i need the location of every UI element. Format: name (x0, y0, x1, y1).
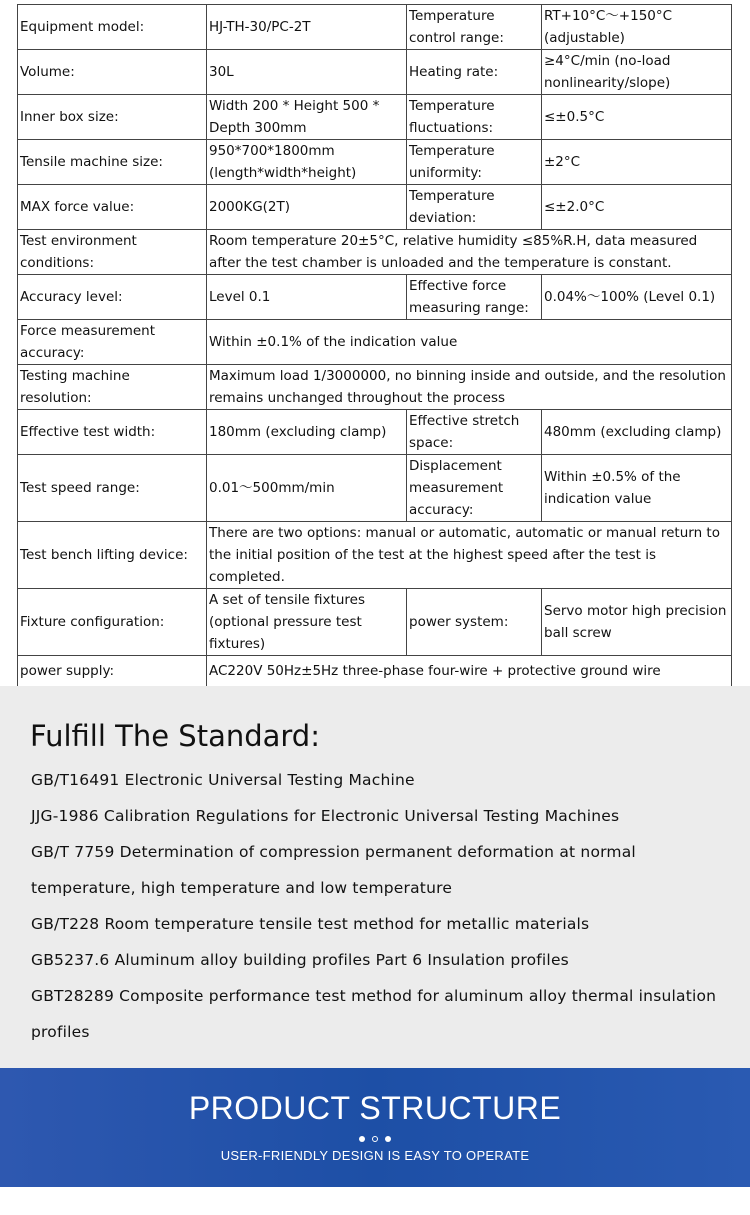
spec-row (18, 522, 732, 589)
standards-heading: Fulfill The Standard: (30, 719, 320, 753)
spec-row (18, 5, 732, 50)
spec-row (18, 589, 732, 656)
specifications-table (17, 4, 732, 687)
spec-value: Width 200 * Height 500 * Depth 300mm (207, 95, 407, 140)
spec-row (18, 320, 732, 365)
spec-label: power supply: (18, 656, 207, 687)
standard-item: JJG-1986 Calibration Regulations for Electronic Universal Testing Machines (31, 807, 620, 825)
spec-row (18, 95, 732, 140)
standard-item: GB/T16491 Electronic Universal Testing Machine (31, 771, 415, 789)
product-structure-banner (0, 1068, 750, 1187)
spec-value: ≤±2.0°C (542, 185, 732, 230)
spec-value: 950*700*1800mm (length*width*height) (207, 140, 407, 185)
spec-row (18, 365, 732, 410)
dot-filled-icon (359, 1136, 365, 1142)
banner-title: PRODUCT STRUCTURE (188, 1090, 562, 1126)
banner-dots (355, 1134, 395, 1144)
spec-value: 480mm (excluding clamp) (542, 410, 732, 455)
spec-label: power system: (407, 589, 542, 656)
spec-value: ≤±0.5°C (542, 95, 732, 140)
spec-label: Inner box size: (18, 95, 207, 140)
spec-label: Fixture configuration: (18, 589, 207, 656)
spec-row (18, 185, 732, 230)
spec-value: 0.01～500mm/min (207, 455, 407, 522)
spec-label: Test bench lifting device: (18, 522, 207, 589)
spec-row (18, 455, 732, 522)
standards-section (0, 686, 750, 1068)
spec-value: A set of tensile fixtures (optional pressure test fixtures) (207, 589, 407, 656)
standards-list (31, 762, 736, 1050)
spec-label: MAX force value: (18, 185, 207, 230)
spec-value: RT+10°C～+150°C (adjustable) (542, 5, 732, 50)
spec-label: Tensile machine size: (18, 140, 207, 185)
spec-label: Force measurement accuracy: (18, 320, 207, 365)
spec-label: Effective stretch space: (407, 410, 542, 455)
dot-hollow-icon (372, 1136, 378, 1142)
spec-row (18, 50, 732, 95)
spec-label: Temperature fluctuations: (407, 95, 542, 140)
spec-value: 0.04%～100% (Level 0.1) (542, 275, 732, 320)
spec-row (18, 230, 732, 275)
spec-value: 2000KG(2T) (207, 185, 407, 230)
spec-value: 30L (207, 50, 407, 95)
spec-label: Equipment model: (18, 5, 207, 50)
spec-value-wide: Room temperature 20±5°C, relative humidity ≤85%R.H, data measured after the test chamber is unloaded and the temperature is constant. (207, 230, 732, 275)
spec-value: ±2°C (542, 140, 732, 185)
standard-item: GB/T228 Room temperature tensile test method for metallic materials (31, 915, 590, 933)
spec-row (18, 656, 732, 687)
spec-value: 180mm (excluding clamp) (207, 410, 407, 455)
standard-item: GB/T 7759 Determination of compression permanent deformation at normal temperature, high temperature and low temperature (31, 843, 636, 897)
spec-label: Effective test width: (18, 410, 207, 455)
spec-value-wide: AC220V 50Hz±5Hz three-phase four-wire + protective ground wire (207, 656, 732, 687)
standard-item: GB5237.6 Aluminum alloy building profiles Part 6 Insulation profiles (31, 951, 569, 969)
spec-value: HJ-TH-30/PC-2T (207, 5, 407, 50)
spec-value: Level 0.1 (207, 275, 407, 320)
spec-label: Temperature uniformity: (407, 140, 542, 185)
spec-row (18, 140, 732, 185)
spec-label: Testing machine resolution: (18, 365, 207, 410)
spec-label: Temperature deviation: (407, 185, 542, 230)
spec-value: Within ±0.5% of the indication value (542, 455, 732, 522)
spec-label: Volume: (18, 50, 207, 95)
spec-value-wide: Maximum load 1/3000000, no binning inside and outside, and the resolution remains unchanged throughout the process (207, 365, 732, 410)
spec-value: Servo motor high precision ball screw (542, 589, 732, 656)
standard-item: GBT28289 Composite performance test method for aluminum alloy thermal insulation profiles (31, 987, 717, 1041)
spec-label: Effective force measuring range: (407, 275, 542, 320)
spec-label: Displacement measurement accuracy: (407, 455, 542, 522)
banner-subtitle: USER-FRIENDLY DESIGN IS EASY TO OPERATE (220, 1148, 530, 1163)
spec-value: ≥4°C/min (no-load nonlinearity/slope) (542, 50, 732, 95)
spec-label: Temperature control range: (407, 5, 542, 50)
spec-label: Test speed range: (18, 455, 207, 522)
spec-label: Accuracy level: (18, 275, 207, 320)
dot-filled-icon (385, 1136, 391, 1142)
spec-value-wide: There are two options: manual or automatic, automatic or manual return to the initial position of the test at the highest speed after the test is completed. (207, 522, 732, 589)
spec-row (18, 410, 732, 455)
spec-value-wide: Within ±0.1% of the indication value (207, 320, 732, 365)
spec-label: Test environment conditions: (18, 230, 207, 275)
spec-row (18, 275, 732, 320)
spec-label: Heating rate: (407, 50, 542, 95)
